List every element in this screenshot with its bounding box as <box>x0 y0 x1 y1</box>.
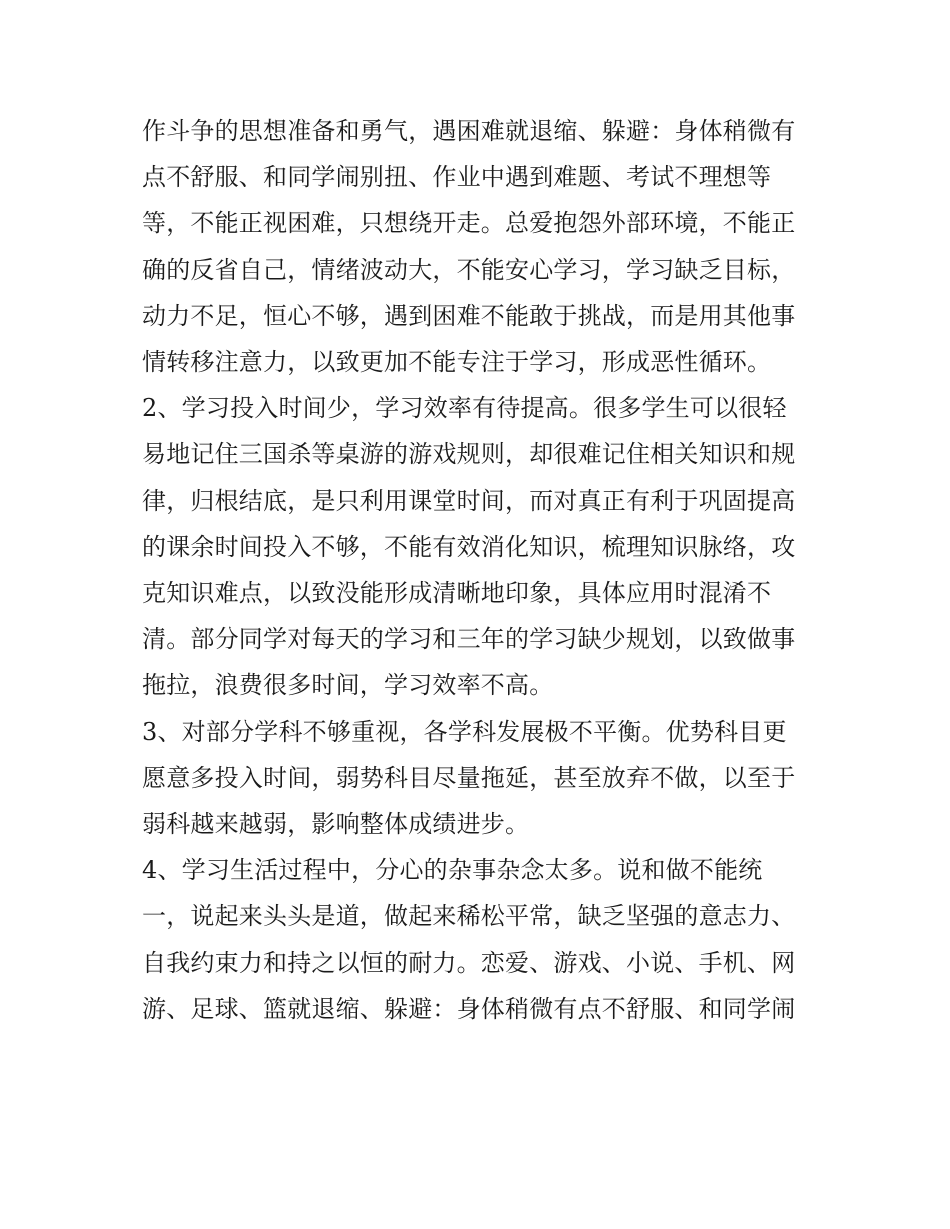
text-line: 克知识难点，以致没能形成清晰地印象，具体应用时混淆不 <box>142 579 772 608</box>
text-line: 自我约束力和持之以恒的耐力。恋爱、游戏、小说、手机、网 <box>142 948 796 977</box>
text-line: 的课余时间投入不够，不能有效消化知识，梳理知识脉络，攻 <box>142 532 796 561</box>
text-line: 游、足球、篮就退缩、躲避：身体稍微有点不舒服、和同学闹 <box>142 994 796 1023</box>
text-line: 4、学习生活过程中，分心的杂事杂念太多。说和做不能统 <box>142 856 763 885</box>
text-line: 3、对部分学科不够重视，各学科发展极不平衡。优势科目更 <box>142 717 787 746</box>
text-line: 等，不能正视困难，只想绕开走。总爱抱怨外部环境，不能正 <box>142 209 796 238</box>
text-line: 2、学习投入时间少，学习效率有待提高。很多学生可以很轻 <box>142 394 787 423</box>
text-line: 弱科越来越弱，影响整体成绩进步。 <box>142 810 530 839</box>
text-line: 确的反省自己，情绪波动大，不能安心学习，学习缺乏目标， <box>142 255 796 284</box>
body-text <box>142 108 814 1032</box>
text-line: 律，归根结底，是只利用课堂时间，而对真正有利于巩固提高 <box>142 486 796 515</box>
text-line: 一，说起来头头是道，做起来稀松平常，缺乏坚强的意志力、 <box>142 902 796 931</box>
text-line: 清。部分同学对每天的学习和三年的学习缺少规划，以致做事 <box>142 625 796 654</box>
text-line: 点不舒服、和同学闹别扭、作业中遇到难题、考试不理想等 <box>142 163 772 192</box>
text-line: 动力不足，恒心不够，遇到困难不能敢于挑战，而是用其他事 <box>142 301 796 330</box>
text-line: 易地记住三国杀等桌游的游戏规则，却很难记住相关知识和规 <box>142 440 796 469</box>
text-line: 拖拉，浪费很多时间，学习效率不高。 <box>142 671 554 700</box>
text-line: 作斗争的思想准备和勇气，遇困难就退缩、躲避：身体稍微有 <box>142 117 796 145</box>
text-line: 情转移注意力，以致更加不能专注于学习，形成恶性循环。 <box>142 348 772 377</box>
text-line: 愿意多投入时间，弱势科目尽量拖延，甚至放弃不做，以至于 <box>142 763 796 792</box>
